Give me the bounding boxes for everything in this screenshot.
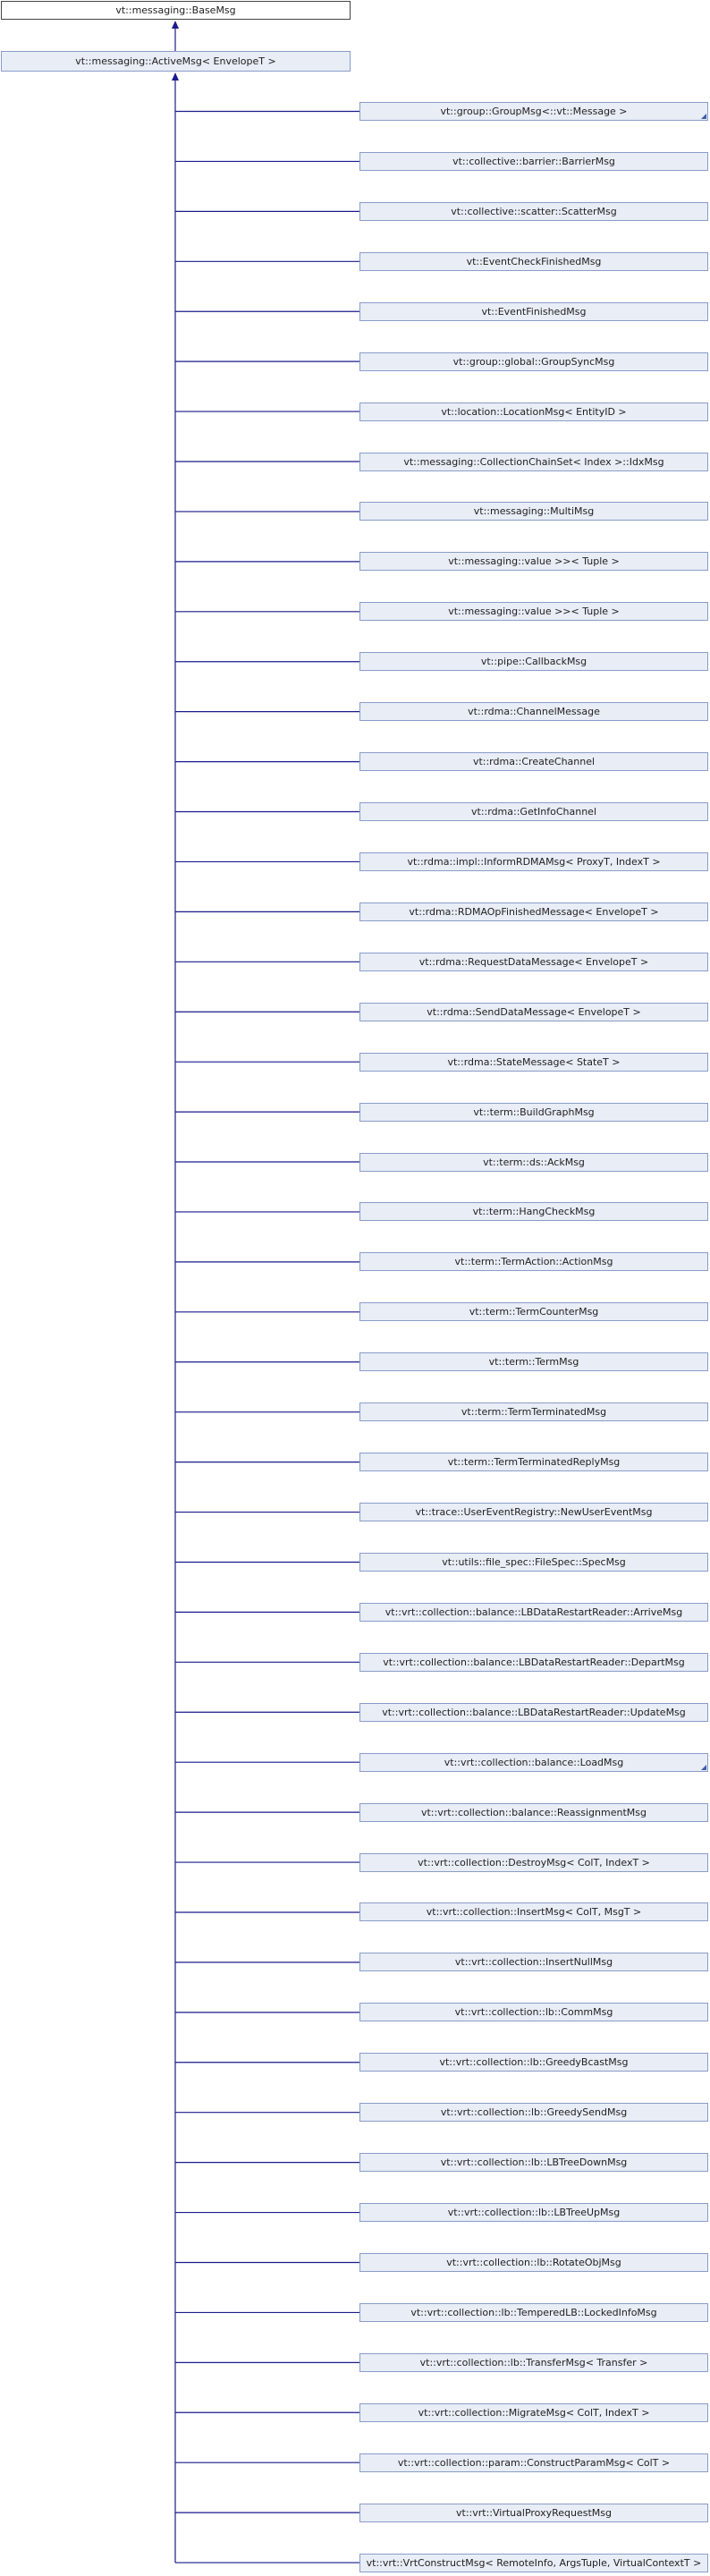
child-class-node[interactable] — [359, 252, 708, 271]
child-class-label: vt::location::LocationMsg< EntityID > — [441, 405, 627, 418]
child-class-label: vt::term::TermAction::ActionMsg — [454, 1256, 613, 1268]
child-class-node[interactable] — [359, 502, 708, 521]
child-class-label: vt::term::TermMsg — [488, 1356, 579, 1368]
child-class-node[interactable] — [359, 1302, 708, 1321]
child-class-node[interactable] — [359, 852, 708, 871]
child-class-label: vt::vrt::collection::InsertNullMsg — [454, 1956, 613, 1969]
child-class-node[interactable] — [359, 2353, 708, 2372]
child-class-label: vt::utils::file_spec::FileSpec::SpecMsg — [442, 1555, 626, 1568]
child-class-node[interactable] — [359, 902, 708, 921]
child-class-node[interactable] — [359, 1803, 708, 1822]
collapsed-marker-icon — [701, 114, 706, 119]
child-class-node[interactable] — [359, 953, 708, 971]
child-class-node[interactable] — [359, 2053, 708, 2072]
child-class-label: vt::collective::barrier::BarrierMsg — [452, 155, 615, 167]
child-class-label: vt::vrt::collection::InsertMsg< ColT, MsgT > — [426, 1906, 642, 1919]
edge-arrowhead — [172, 72, 179, 80]
child-class-node[interactable] — [359, 1153, 708, 1172]
child-class-label: vt::messaging::value >>< Tuple > — [448, 555, 620, 568]
child-class-label: vt::EventCheckFinishedMsg — [466, 255, 602, 267]
child-class-label: vt::term::BuildGraphMsg — [473, 1106, 595, 1118]
child-class-node[interactable] — [359, 2554, 708, 2572]
child-class-label: vt::vrt::collection::balance::LoadMsg — [444, 1756, 624, 1768]
child-class-node[interactable] — [359, 1653, 708, 1672]
child-class-label: vt::messaging::MultiMsg — [473, 505, 595, 518]
child-class-label: vt::term::TermTerminatedReplyMsg — [447, 1456, 621, 1469]
child-class-label: vt::vrt::collection::lb::LBTreeUpMsg — [447, 2207, 621, 2219]
edge-arrowhead — [172, 21, 179, 29]
child-class-node[interactable] — [359, 302, 708, 321]
child-class-label: vt::trace::UserEventRegistry::NewUserEventMsg — [415, 1506, 653, 1519]
child-class-label: vt::rdma::RDMAOpFinishedMessage< EnvelopeT > — [409, 905, 659, 918]
child-class-node[interactable] — [359, 1352, 708, 1371]
child-class-node[interactable] — [359, 1703, 708, 1722]
child-class-label: vt::vrt::collection::MigrateMsg< ColT, IndexT > — [418, 2406, 650, 2419]
child-class-node[interactable] — [359, 1953, 708, 1971]
child-class-label: vt::vrt::collection::balance::LBDataRestartReader::UpdateMsg — [382, 1706, 686, 1718]
child-class-node[interactable] — [359, 1053, 708, 1072]
child-class-label: vt::rdma::impl::InformRDMAMsg< ProxyT, IndexT > — [407, 855, 661, 868]
child-class-label: vt::rdma::ChannelMessage — [468, 706, 600, 718]
child-class-node[interactable] — [359, 2403, 708, 2422]
child-class-node[interactable] — [359, 702, 708, 721]
child-class-label: vt::vrt::collection::lb::TransferMsg< Transfer > — [419, 2356, 648, 2368]
child-class-node[interactable] — [359, 1503, 708, 1521]
child-class-node[interactable] — [359, 1753, 708, 1772]
child-class-label: vt::term::ds::AckMsg — [483, 1156, 585, 1168]
child-class-node[interactable] — [359, 2103, 708, 2122]
child-class-label: vt::vrt::VirtualProxyRequestMsg — [456, 2506, 612, 2519]
parent-class-label: vt::messaging::ActiveMsg< EnvelopeT > — [75, 55, 276, 67]
child-class-label: vt::collective::scatter::ScatterMsg — [451, 205, 617, 217]
child-class-label: vt::vrt::collection::DestroyMsg< ColT, IndexT > — [418, 1856, 650, 1868]
child-class-node[interactable] — [359, 2453, 708, 2472]
child-class-node[interactable] — [359, 1402, 708, 1421]
child-class-label: vt::rdma::RequestDataMessage< EnvelopeT > — [418, 955, 649, 968]
child-class-label: vt::group::GroupMsg<::vt::Message > — [440, 106, 628, 117]
child-class-node[interactable] — [359, 402, 708, 421]
child-class-label: vt::term::HangCheckMsg — [472, 1206, 596, 1218]
child-class-node[interactable] — [359, 2153, 708, 2172]
child-class-node[interactable] — [359, 2203, 708, 2222]
child-class-node[interactable] — [359, 1853, 708, 1872]
child-class-node[interactable] — [359, 552, 708, 571]
child-class-node[interactable] — [359, 1252, 708, 1271]
child-class-label: vt::rdma::StateMessage< StateT > — [447, 1055, 621, 1068]
child-class-label: vt::vrt::collection::param::ConstructParamMsg< ColT > — [397, 2456, 671, 2469]
child-class-label: vt::vrt::collection::lb::GreedySendMsg — [440, 2106, 628, 2119]
child-class-node[interactable] — [359, 1453, 708, 1471]
child-class-node[interactable] — [359, 752, 708, 771]
child-class-node[interactable] — [359, 102, 708, 121]
child-class-label: vt::vrt::collection::lb::GreedyBcastMsg — [439, 2056, 629, 2069]
child-class-label: vt::vrt::collection::balance::ReassignmentMsg — [420, 1806, 647, 1818]
child-class-node[interactable] — [359, 2504, 708, 2522]
child-class-label: vt::vrt::collection::lb::CommMsg — [454, 2006, 613, 2019]
base-class-label: vt::messaging::BaseMsg — [115, 4, 236, 16]
child-class-label: vt::vrt::collection::lb::RotateObjMsg — [446, 2256, 621, 2268]
child-class-node[interactable] — [359, 1103, 708, 1122]
child-class-label: vt::vrt::VrtConstructMsg< RemoteInfo, ArgsTuple, VirtualContextT > — [366, 2556, 702, 2569]
child-class-node[interactable] — [359, 1202, 708, 1221]
child-class-label: vt::messaging::value >>< Tuple > — [448, 606, 620, 618]
base-class-node — [1, 1, 351, 20]
child-class-node[interactable] — [359, 1902, 708, 1921]
child-class-node[interactable] — [359, 202, 708, 221]
parent-class-node[interactable] — [1, 51, 351, 72]
child-class-label: vt::rdma::SendDataMessage< EnvelopeT > — [427, 1005, 641, 1018]
child-class-label: vt::rdma::GetInfoChannel — [471, 806, 596, 818]
child-class-node[interactable] — [359, 152, 708, 171]
child-class-node[interactable] — [359, 1603, 708, 1622]
collapsed-marker-icon — [701, 1765, 706, 1770]
child-class-node[interactable] — [359, 2303, 708, 2322]
child-class-node[interactable] — [359, 453, 708, 471]
child-class-label: vt::pipe::CallbackMsg — [480, 656, 587, 668]
child-class-label: vt::vrt::collection::balance::LBDataRestartReader::DepartMsg — [383, 1656, 685, 1668]
child-class-label: vt::messaging::CollectionChainSet< Index >::IdxMsg — [403, 455, 664, 468]
child-class-node[interactable] — [359, 2253, 708, 2272]
child-class-label: vt::term::TermCounterMsg — [469, 1306, 599, 1318]
child-class-node[interactable] — [359, 1553, 708, 1572]
child-class-label: vt::term::TermTerminatedMsg — [461, 1406, 607, 1419]
child-class-label: vt::vrt::collection::lb::TemperedLB::LockedInfoMsg — [410, 2306, 657, 2318]
child-class-node[interactable] — [359, 602, 708, 621]
child-class-label: vt::rdma::CreateChannel — [472, 756, 596, 768]
child-class-node[interactable] — [359, 352, 708, 371]
child-class-node[interactable] — [359, 2003, 708, 2021]
child-class-node[interactable] — [359, 802, 708, 821]
child-class-node[interactable] — [359, 652, 708, 671]
child-class-label: vt::vrt::collection::lb::LBTreeDownMsg — [440, 2157, 628, 2169]
child-class-label: vt::vrt::collection::balance::LBDataRestartReader::ArriveMsg — [385, 1606, 683, 1618]
child-class-node[interactable] — [359, 1003, 708, 1021]
child-class-label: vt::group::global::GroupSyncMsg — [452, 355, 615, 368]
child-class-label: vt::EventFinishedMsg — [481, 305, 587, 318]
